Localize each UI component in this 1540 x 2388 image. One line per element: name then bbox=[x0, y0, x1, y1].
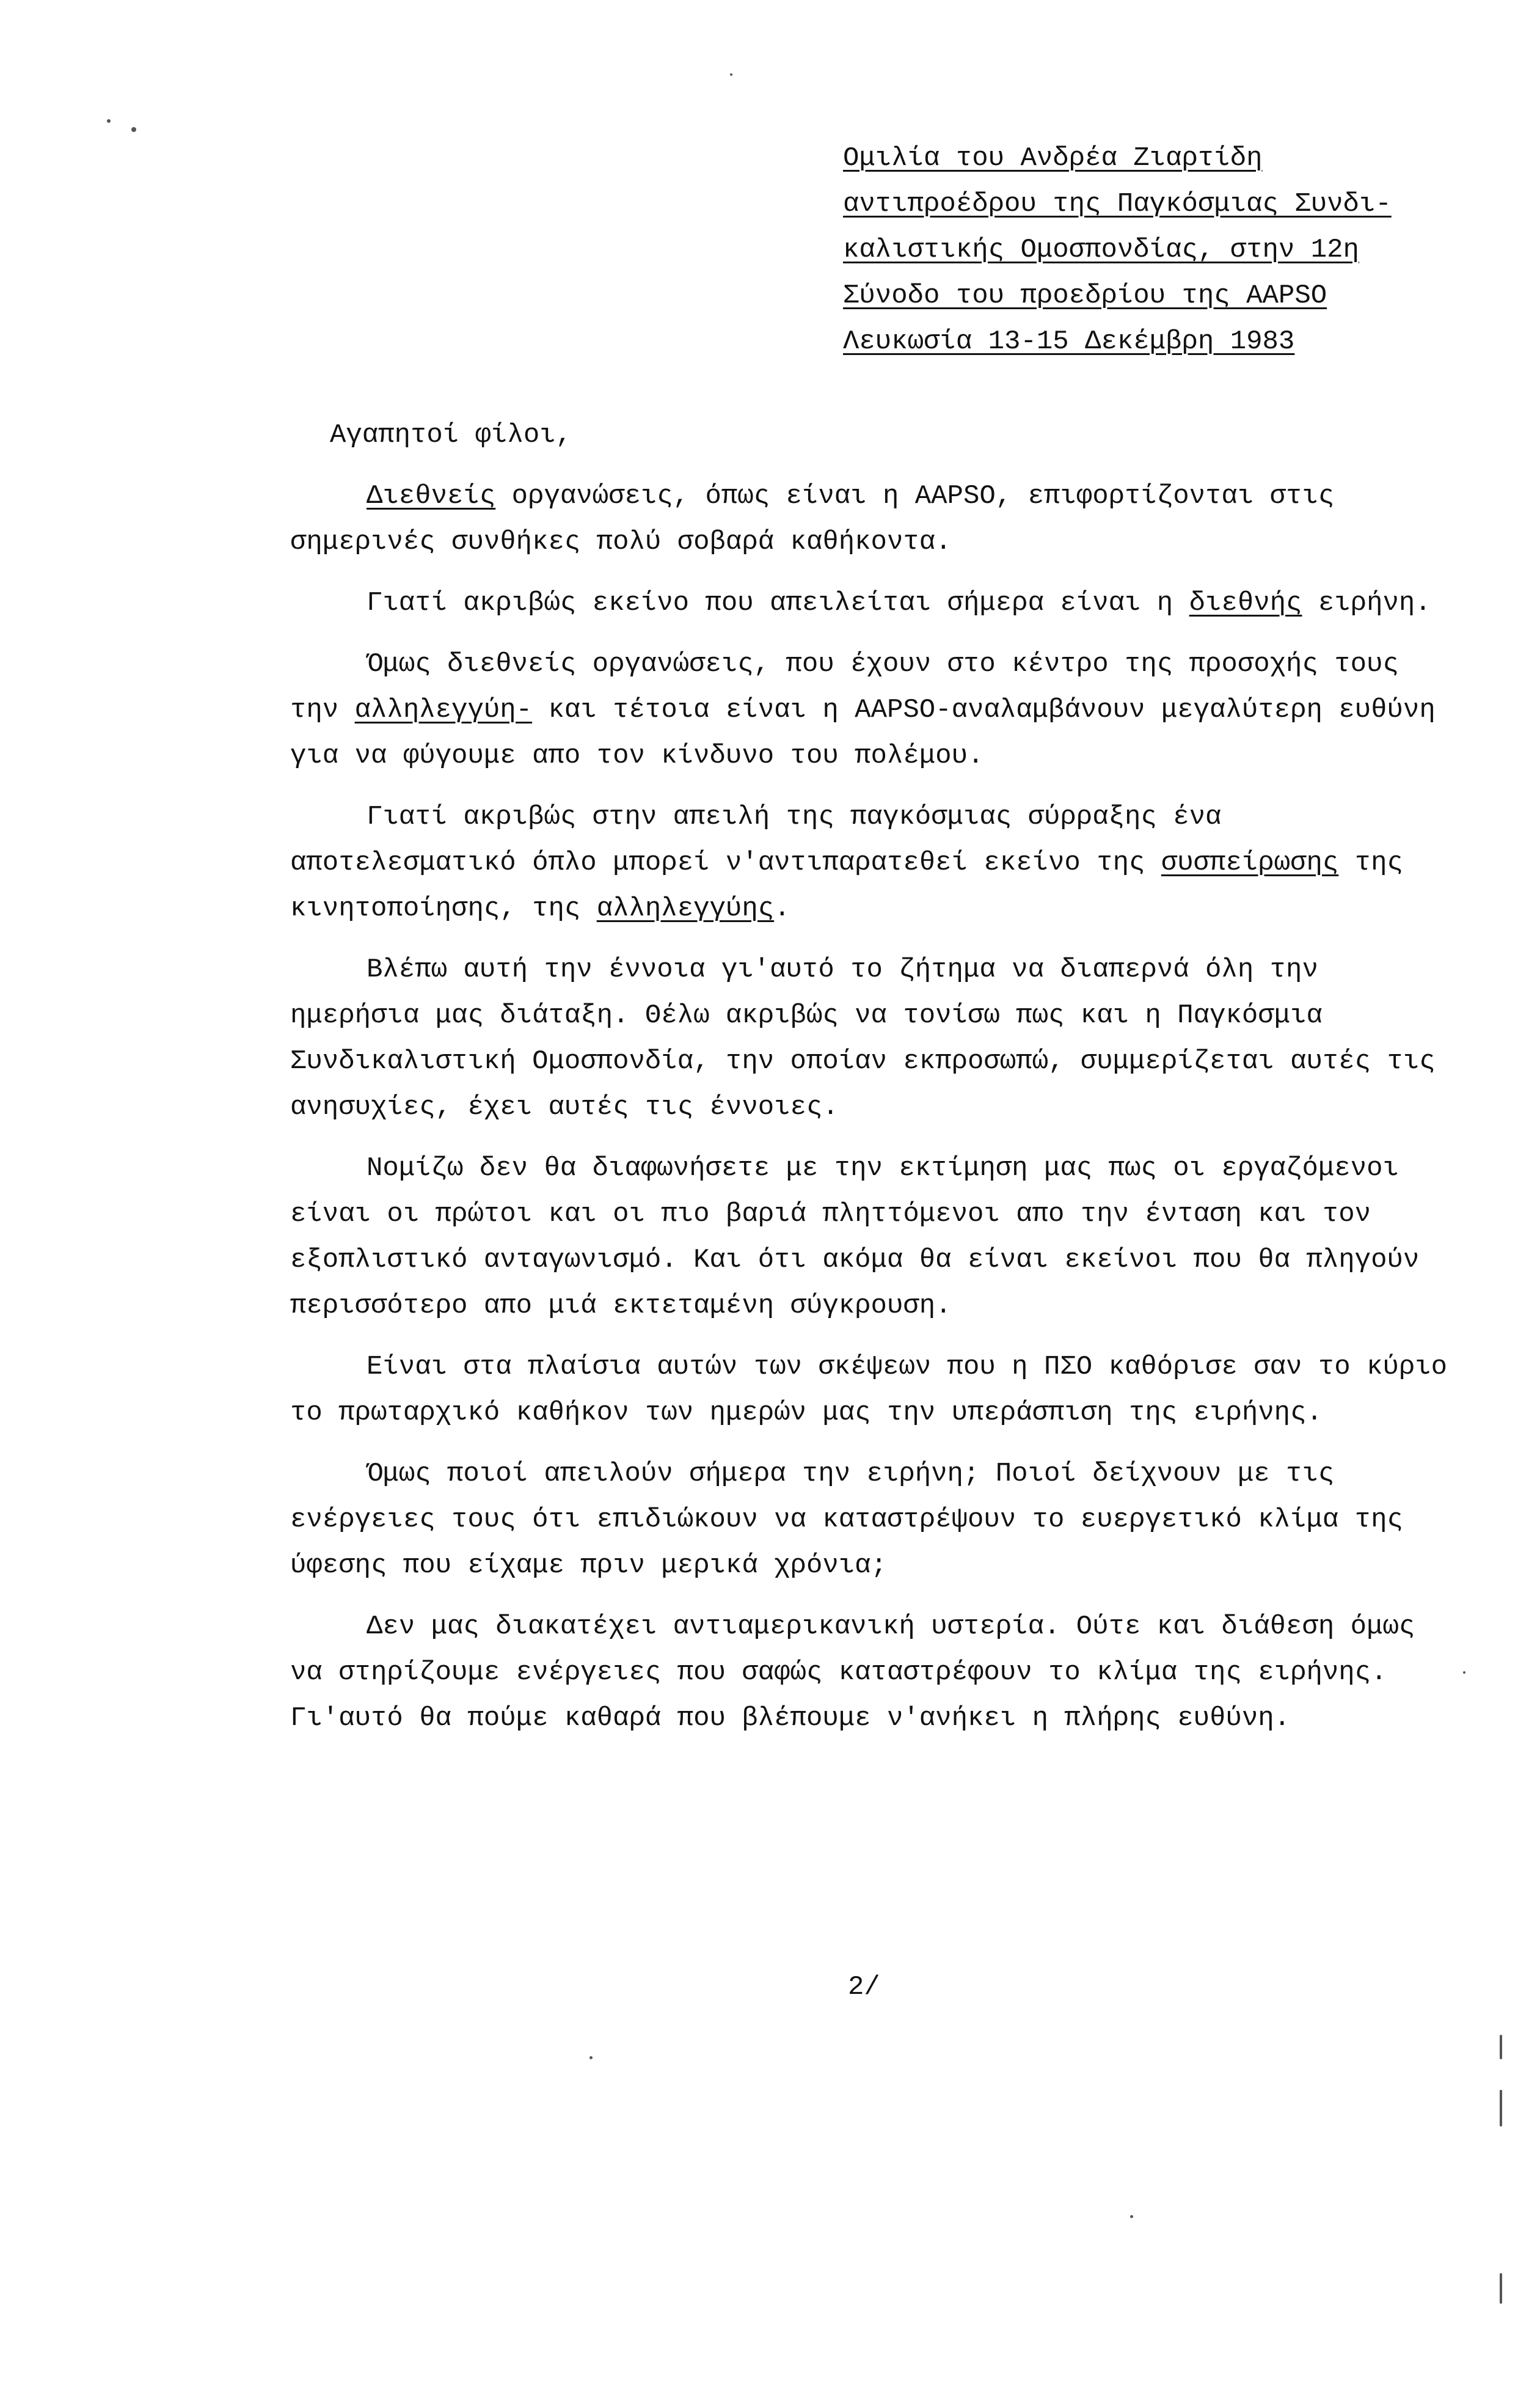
scan-speck bbox=[131, 127, 136, 132]
paragraph-5: Βλέπω αυτή την έννοια γι'αυτό το ζήτημα να διαπερνά όλη την ημερήσια μας διάταξη. Θέλω ακριβώς να τονίσω πως και η Παγκόσμια Συνδικαλιστική Ομοσπονδία, την οποίαν εκπροσωπώ, συμμερίζεται αυτές τις ανησυχίες, έχει αυτές τις έννοιες. bbox=[290, 954, 1452, 1123]
paragraph-3 bbox=[290, 642, 1463, 779]
paragraph-9: Δεν μας διακατέχει αντιαμερικανική υστερία. Ούτε και διάθεση όμως να στηρίζουμε ενέργειες που σαφώς καταστρέφουν το κλίμα της ειρήνης. Γι'αυτό θα πούμε καθαρά που βλέπουμε ν'ανήκει η πλήρης ευθύνη. bbox=[290, 1611, 1431, 1734]
salutation: Αγαπητοί φίλοι, bbox=[330, 420, 572, 450]
paragraph-6: Νομίζω δεν θα διαφωνήσετε με την εκτίμηση μας πως οι εργαζόμενοι είναι οι πρώτοι και οι πιο βαριά πληττόμενοι απο την ένταση και τον εξοπλιστικό ανταγωνισμό. Και ότι ακόμα θα είναι εκείνοι που θα πληγούν περισσότερο απο μιά εκτεταμένη σύγκρουση. bbox=[290, 1153, 1436, 1321]
paragraph-text: Γιατί ακριβώς εκείνο που απειλείται σήμερα είναι η bbox=[367, 588, 1189, 618]
scan-speck bbox=[1130, 2215, 1133, 2218]
speech-body bbox=[290, 474, 1463, 1757]
speech-header bbox=[843, 136, 1466, 365]
scan-speck bbox=[730, 73, 732, 76]
paragraph-text: . bbox=[774, 893, 790, 924]
paragraph-4 bbox=[290, 794, 1463, 932]
paragraph-8: Όμως ποιοί απειλούν σήμερα την ειρήνη; Ποιοί δείχνουν με τις ενέργειες τους ότι επιδιώκουν να καταστρέψουν το ευεργετικό κλίμα της ύφεσης που είχαμε πριν μερικά χρόνια; bbox=[290, 1459, 1420, 1581]
scan-speck bbox=[1500, 2273, 1502, 2304]
header-line: αντιπροέδρου της Παγκόσμιας Συνδι- bbox=[843, 189, 1392, 219]
header-line: Λευκωσία 13-15 Δεκέμβρη 1983 bbox=[843, 326, 1295, 357]
paragraph-text: ειρήνη. bbox=[1302, 588, 1431, 618]
page-number: 2/ bbox=[848, 1972, 880, 2002]
header-line: Ομιλία του Ανδρέα Ζιαρτίδη bbox=[843, 143, 1263, 174]
paragraph-text: της κινητοποίησης, της bbox=[290, 848, 1420, 924]
paragraph-text: οργανώσεις, όπως είναι η AAPSO, επιφορτίζονται στις σημερινές συνθήκες πολύ σοβαρά καθήκοντα. bbox=[290, 481, 1351, 557]
underlined-word: αλληλεγγύη- bbox=[354, 695, 533, 725]
underlined-word: Διεθνείς bbox=[367, 481, 496, 511]
scan-speck bbox=[107, 119, 111, 123]
scan-speck bbox=[1500, 2090, 1502, 2126]
header-line: Σύνοδο του προεδρίου της AAPSO bbox=[843, 280, 1327, 311]
scan-speck bbox=[1500, 2035, 1502, 2059]
paragraph-1 bbox=[290, 474, 1463, 565]
paragraph-text: Γιατί ακριβώς στην απειλή της παγκόσμιας σύρραξης ένα αποτελεσματικό όπλο μπορεί ν'αντιπαρατεθεί εκείνο της bbox=[290, 802, 1238, 878]
scan-speck bbox=[589, 2056, 593, 2059]
paragraph-7: Είναι στα πλαίσια αυτών των σκέψεων που η ΠΣΟ καθόρισε σαν το κύριο το πρωταρχικό καθήκον των ημερών μας την υπεράσπιση της ειρήνης. bbox=[290, 1352, 1464, 1428]
underlined-word: διεθνής bbox=[1189, 588, 1302, 618]
paragraph-text: και τέτοια είναι η AAPSO-αναλαμβάνουν μεγαλύτερη ευθύνη για να φύγουμε απο τον κίνδυνο του πολέμου. bbox=[290, 695, 1452, 771]
paragraph-text: Όμως διεθνείς οργανώσεις, που έχουν στο κέντρο της προσοχής τους την bbox=[290, 649, 1415, 725]
header-line: καλιστικής Ομοσπονδίας, στην 12η bbox=[843, 235, 1359, 265]
paragraph-2 bbox=[290, 581, 1463, 626]
scan-speck bbox=[1463, 1671, 1465, 1674]
underlined-word: αλληλεγγύης bbox=[596, 893, 775, 924]
underlined-word: συσπείρωσης bbox=[1161, 848, 1339, 878]
